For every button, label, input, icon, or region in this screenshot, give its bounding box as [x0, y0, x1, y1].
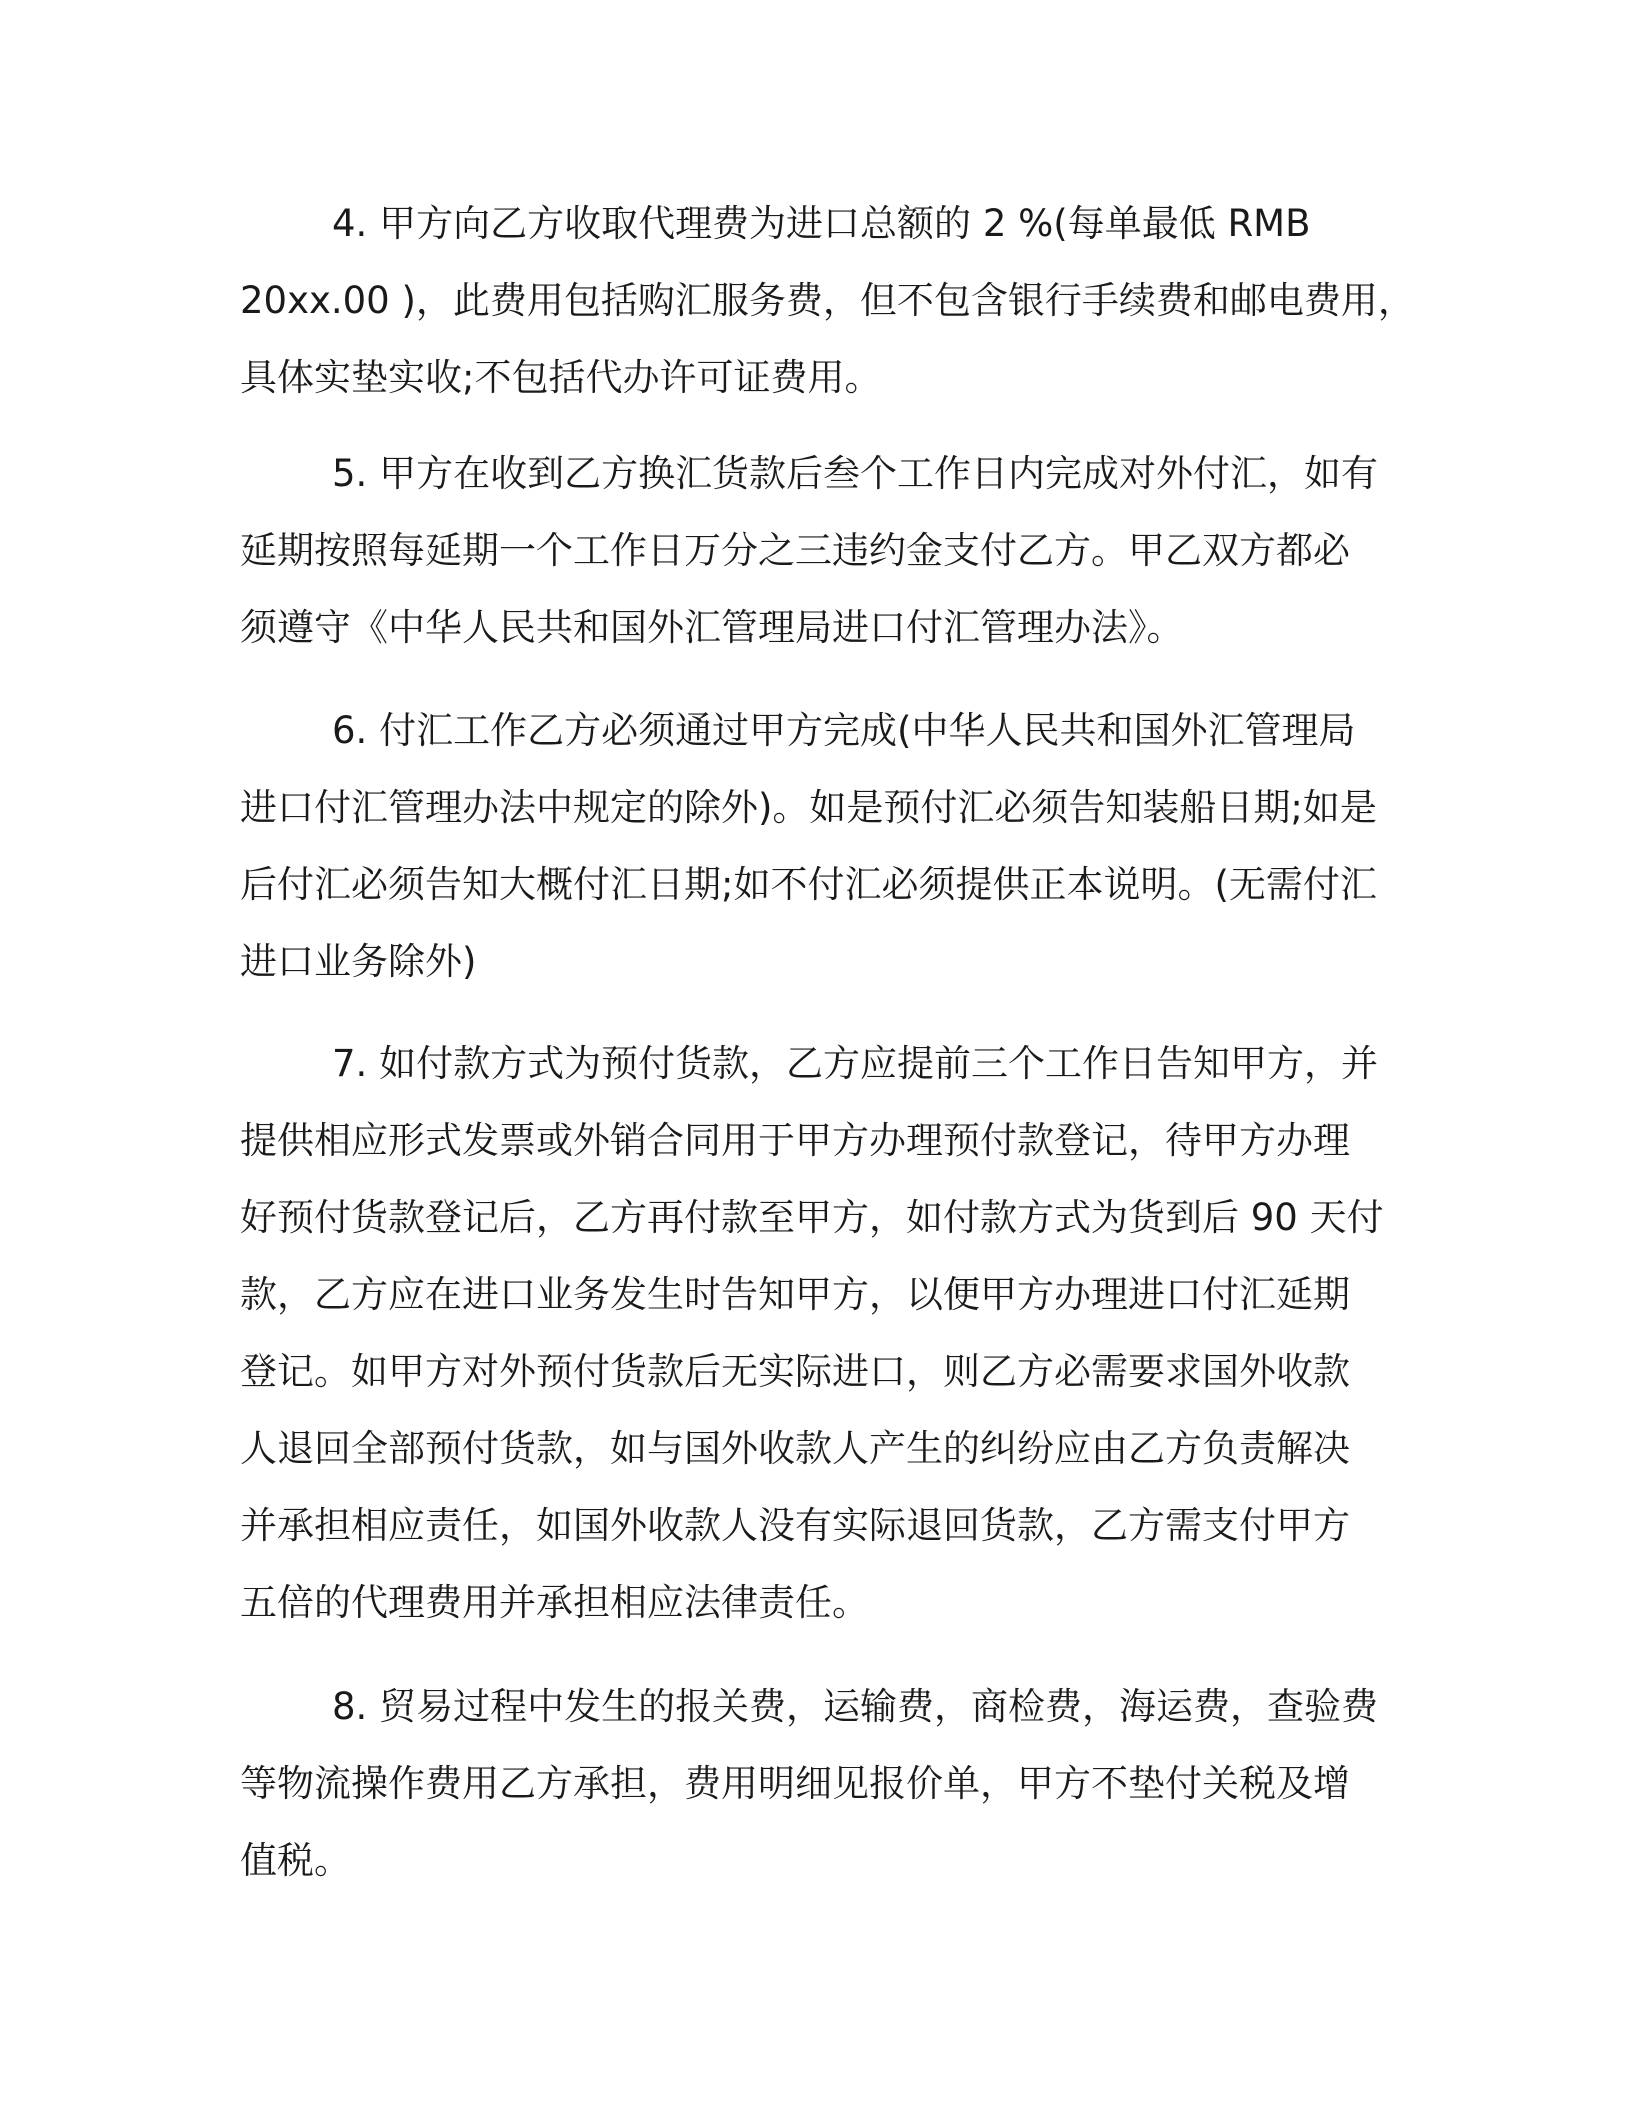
clause-4 — [240, 202, 1415, 405]
clause-6-line-2: 进口付汇管理办法中规定的除外)。如是预付汇必须告知装船日期;如是 — [240, 786, 1377, 829]
clause-7-line-8: 五倍的代理费用并承担相应法律责任。 — [240, 1581, 869, 1624]
clause-4-line-1: 4. 甲方向乙方收取代理费为进口总额的 2 %(每单最低 RMB — [332, 202, 1311, 245]
clause-5 — [240, 452, 1390, 655]
clause-7-line-5: 登记。如甲方对外预付货款后无实际进口，则乙方必需要求国外收款 — [240, 1350, 1350, 1393]
clause-5-line-3: 须遵守《中华人民共和国外汇管理局进口付汇管理办法》。 — [240, 606, 1184, 649]
clause-7-line-6: 人退回全部预付货款，如与国外收款人产生的纠纷应由乙方负责解决 — [240, 1427, 1350, 1470]
clause-7-line-7: 并承担相应责任，如国外收款人没有实际退回货款，乙方需支付甲方 — [240, 1504, 1350, 1547]
clause-6 — [240, 709, 1390, 983]
clause-8-line-1: 8. 贸易过程中发生的报关费，运输费，商检费，海运费，查验费 — [332, 1685, 1379, 1728]
clause-8-line-3: 值税。 — [240, 1839, 351, 1882]
clause-5-line-1: 5. 甲方在收到乙方换汇货款后叁个工作日内完成对外付汇，如有 — [332, 452, 1379, 495]
clause-4-line-2: 20xx.00 )，此费用包括购汇服务费，但不包含银行手续费和邮电费用， — [240, 279, 1415, 322]
clause-7 — [240, 1042, 1390, 1625]
clause-7-line-1: 7. 如付款方式为预付货款，乙方应提前三个工作日告知甲方，并 — [332, 1042, 1379, 1085]
clause-8 — [240, 1685, 1390, 1888]
clause-7-line-3: 好预付货款登记后，乙方再付款至甲方，如付款方式为货到后 90 天付 — [240, 1196, 1384, 1239]
clause-4-line-3: 具体实垫实收;不包括代办许可证费用。 — [240, 356, 882, 399]
clause-7-line-2: 提供相应形式发票或外销合同用于甲方办理预付款登记，待甲方办理 — [240, 1119, 1350, 1162]
clause-5-line-2: 延期按照每延期一个工作日万分之三违约金支付乙方。甲乙双方都必 — [240, 529, 1350, 572]
clause-6-line-3: 后付汇必须告知大概付汇日期;如不付汇必须提供正本说明。(无需付汇 — [240, 863, 1377, 906]
clause-7-line-4: 款，乙方应在进口业务发生时告知甲方，以便甲方办理进口付汇延期 — [240, 1273, 1350, 1316]
clause-8-line-2: 等物流操作费用乙方承担，费用明细见报价单，甲方不垫付关税及增 — [240, 1762, 1350, 1805]
clause-6-line-1: 6. 付汇工作乙方必须通过甲方完成(中华人民共和国外汇管理局 — [332, 709, 1356, 752]
clause-6-line-4: 进口业务除外) — [240, 940, 477, 983]
